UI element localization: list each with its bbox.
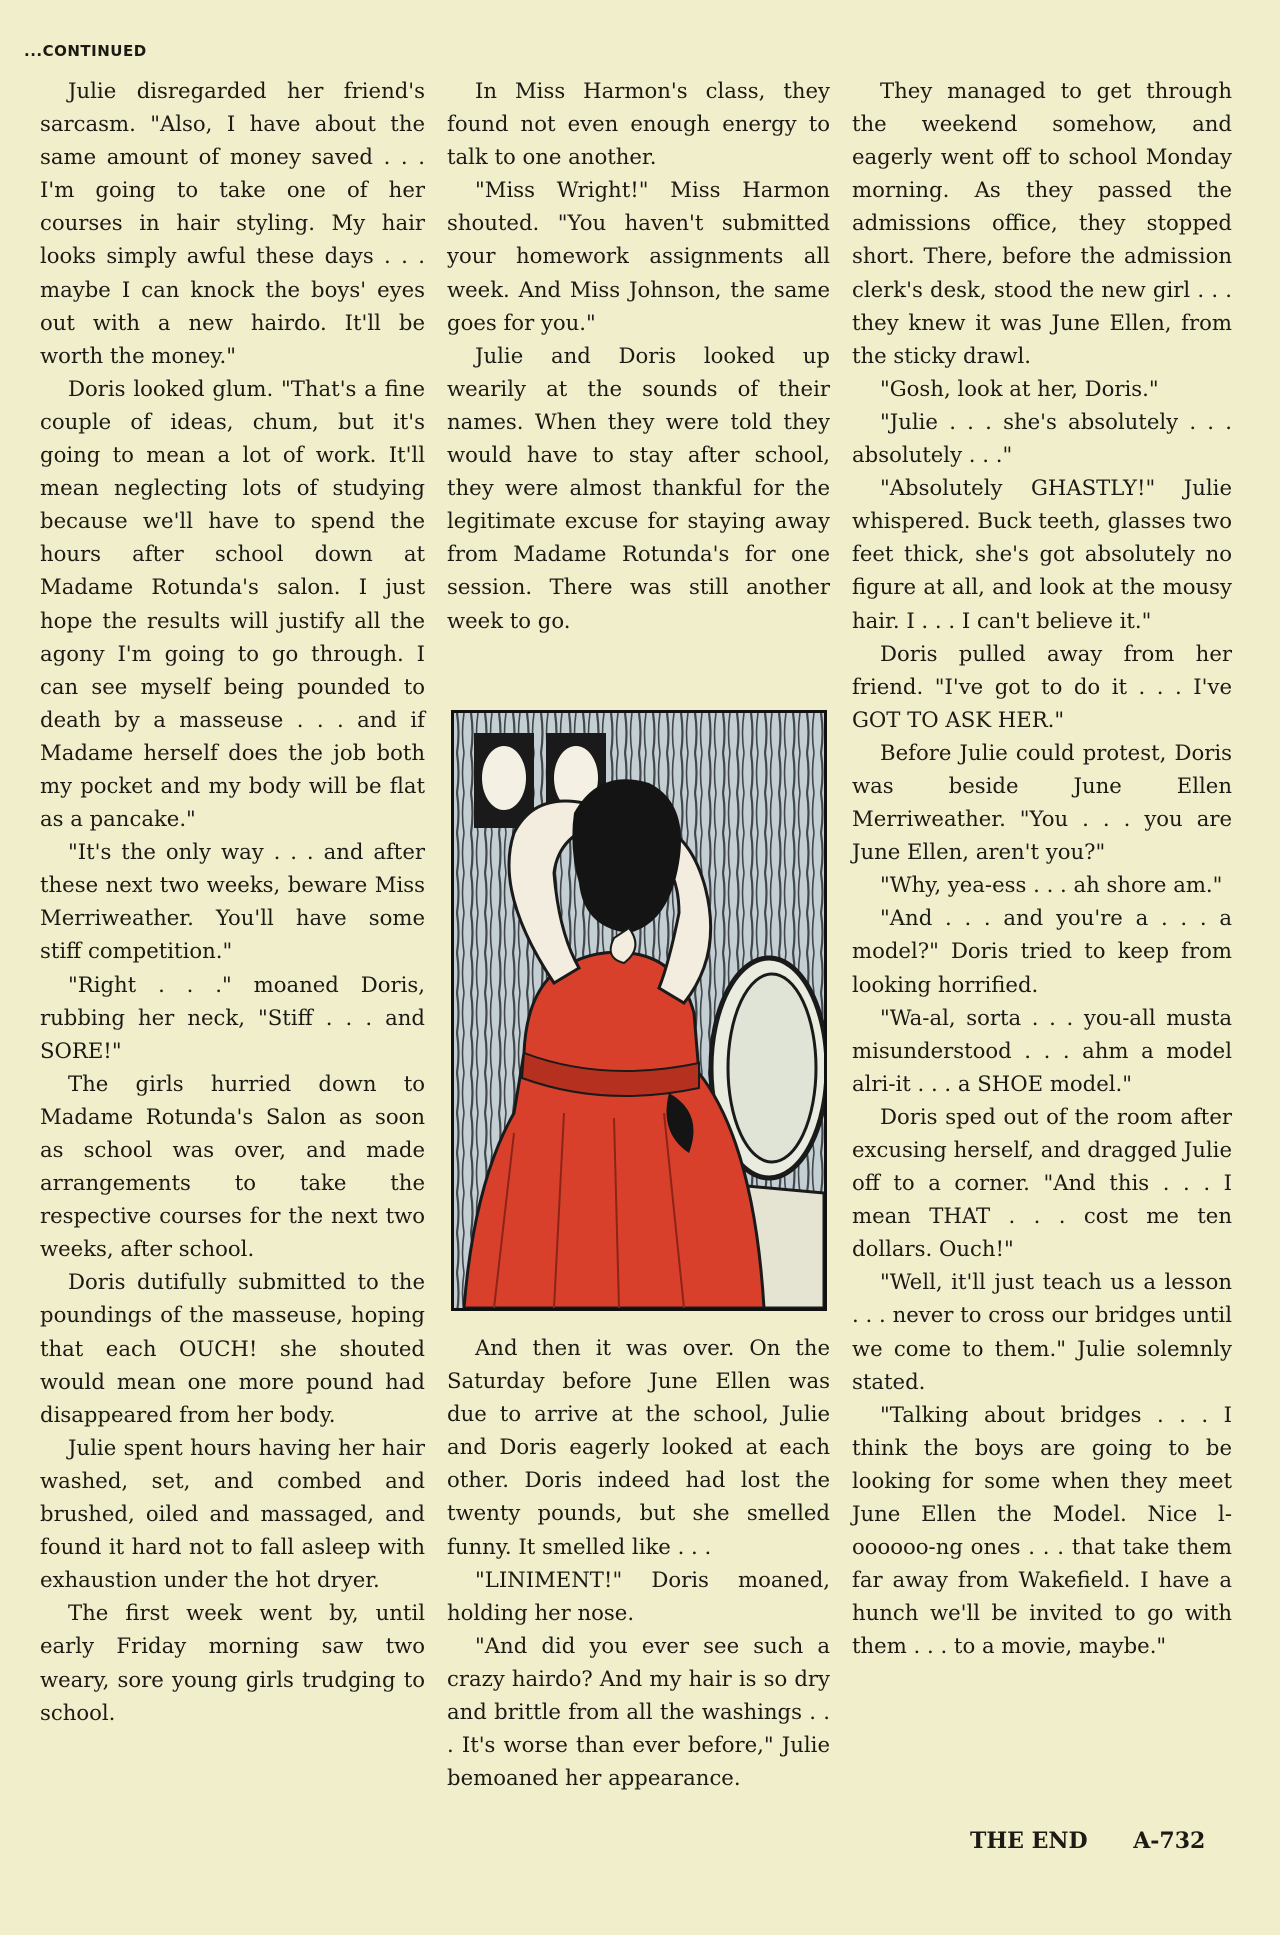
page-code: A-732 (1133, 1828, 1206, 1854)
paragraph: "LINIMENT!" Doris moaned, holding her nose. (447, 1566, 830, 1625)
paragraph: "Talking about bridges . . . I think the boys are going to be looking for some when they meet June Ellen the Model. Nice l-oooooo-ng ones . . . that take them far away from Wakefield. I have a hunch we'll be invited to go with them . . . to a movie, maybe." (852, 1401, 1232, 1659)
paragraph: "And did you ever see such a crazy hairdo? And my hair is so dry and brittle from all the washings . . . It's worse than ever before," Julie bemoaned her appearance. (447, 1632, 830, 1791)
paragraph: The first week went by, until early Friday morning saw two weary, sore young girls trudging to school. (40, 1600, 425, 1725)
column-1 (40, 74, 425, 1729)
paragraph: Julie disregarded her friend's sarcasm. "Also, I have about the same amount of money saved . . . I'm going to take one of her courses in hair styling. My hair looks simply awful these days . . . maybe I can knock the boys' eyes out with a new hairdo. It'll be worth the money." (40, 78, 425, 368)
paragraph: "And . . . and you're a . . . a model?" Doris tried to keep from looking horrified. (852, 905, 1232, 997)
paragraph: Julie spent hours having her hair washed, set, and combed and brushed, oiled and massaged, and found it hard not to fall asleep with exhaustion under the hot dryer. (40, 1434, 425, 1593)
paragraph: "It's the only way . . . and after these next two weeks, beware Miss Merriweather. You'll have some stiff competition." (40, 839, 425, 964)
paragraph: "Right . . ." moaned Doris, rubbing her neck, "Stiff . . . and SORE!" (40, 971, 425, 1063)
continued-label: ...CONTINUED (24, 42, 147, 60)
paragraph: The girls hurried down to Madame Rotunda's Salon as soon as school was over, and made arrangements to take the respective courses for the next two weeks, after school. (40, 1070, 425, 1262)
paragraph: "Absolutely GHASTLY!" Julie whispered. Buck teeth, glasses two feet thick, she's got absolutely no figure at all, and look at the mousy hair. I . . . I can't believe it." (852, 475, 1232, 633)
paragraph: Julie and Doris looked up wearily at the sounds of their names. When they were told they would have to stay after school, they were almost thankful for the legitimate excuse for staying away from Madame Rotunda's for one session. There was still another week to go. (447, 342, 830, 633)
paragraph: "Wa-al, sorta . . . you-all musta misunderstood . . . ahm a model alri-it . . . a SHOE model." (852, 1004, 1232, 1096)
paragraph: "Why, yea-ess . . . ah shore am." (880, 872, 1223, 898)
paragraph: "Miss Wright!" Miss Harmon shouted. "You haven't submitted your homework assignments all week. And Miss Johnson, the same goes for you." (447, 177, 830, 335)
woman-at-mirror-illustration (454, 713, 824, 1308)
paragraph: Doris dutifully submitted to the poundings of the masseuse, hoping that each OUCH! she shouted would mean one more pound had disappeared from her body. (40, 1269, 425, 1427)
the-end-label: THE END (970, 1828, 1088, 1854)
paragraph: They managed to get through the weekend somehow, and eagerly went off to school Monday morning. As they passed the admissions office, they stopped short. There, before the admission clerk's desk, stood the new girl . . . they knew it was June Ellen, from the sticky drawl. (852, 78, 1232, 368)
paragraph: "Well, it'll just teach us a lesson . . . never to cross our bridges until we come to them." Julie solemnly stated. (852, 1269, 1232, 1394)
paragraph: "Julie . . . she's absolutely . . . absolutely . . ." (852, 408, 1232, 468)
paragraph: And then it was over. On the Saturday before June Ellen was due to arrive at the school, Julie and Doris eagerly looked at each other. Doris indeed had lost the twenty pounds, but she smelled funny. It smelled like . . . (447, 1335, 830, 1559)
column-2-bottom (447, 1331, 830, 1794)
paragraph: Doris looked glum. "That's a fine couple of ideas, chum, but it's going to mean a lot of work. It'll mean neglecting lots of studying because we'll have to spend the hours after school down at Madame Rotunda's salon. I just hope the results will justify all the agony I'm going to go through. I can see myself being pounded to death by a masseuse . . . and if Madame herself does the job both my pocket and my body will be flat as a pancake." (40, 375, 425, 832)
paragraph: "Gosh, look at her, Doris." (880, 375, 1159, 401)
paragraph: In Miss Harmon's class, they found not even enough energy to talk to one another. (447, 78, 830, 170)
story-footer (970, 1828, 1205, 1854)
paragraph: Before Julie could protest, Doris was beside June Ellen Merriweather. "You . . . you are June Ellen, aren't you?" (852, 739, 1232, 865)
column-3 (852, 74, 1232, 1663)
paragraph: Doris sped out of the room after excusing herself, and dragged Julie off to a corner. "And this . . . I mean THAT . . . cost me ten dollars. Ouch!" (852, 1103, 1232, 1262)
column-2-top (447, 74, 830, 637)
illustration-panel (451, 710, 827, 1311)
paragraph: Doris pulled away from her friend. "I've got to do it . . . I've GOT TO ASK HER." (852, 640, 1232, 732)
